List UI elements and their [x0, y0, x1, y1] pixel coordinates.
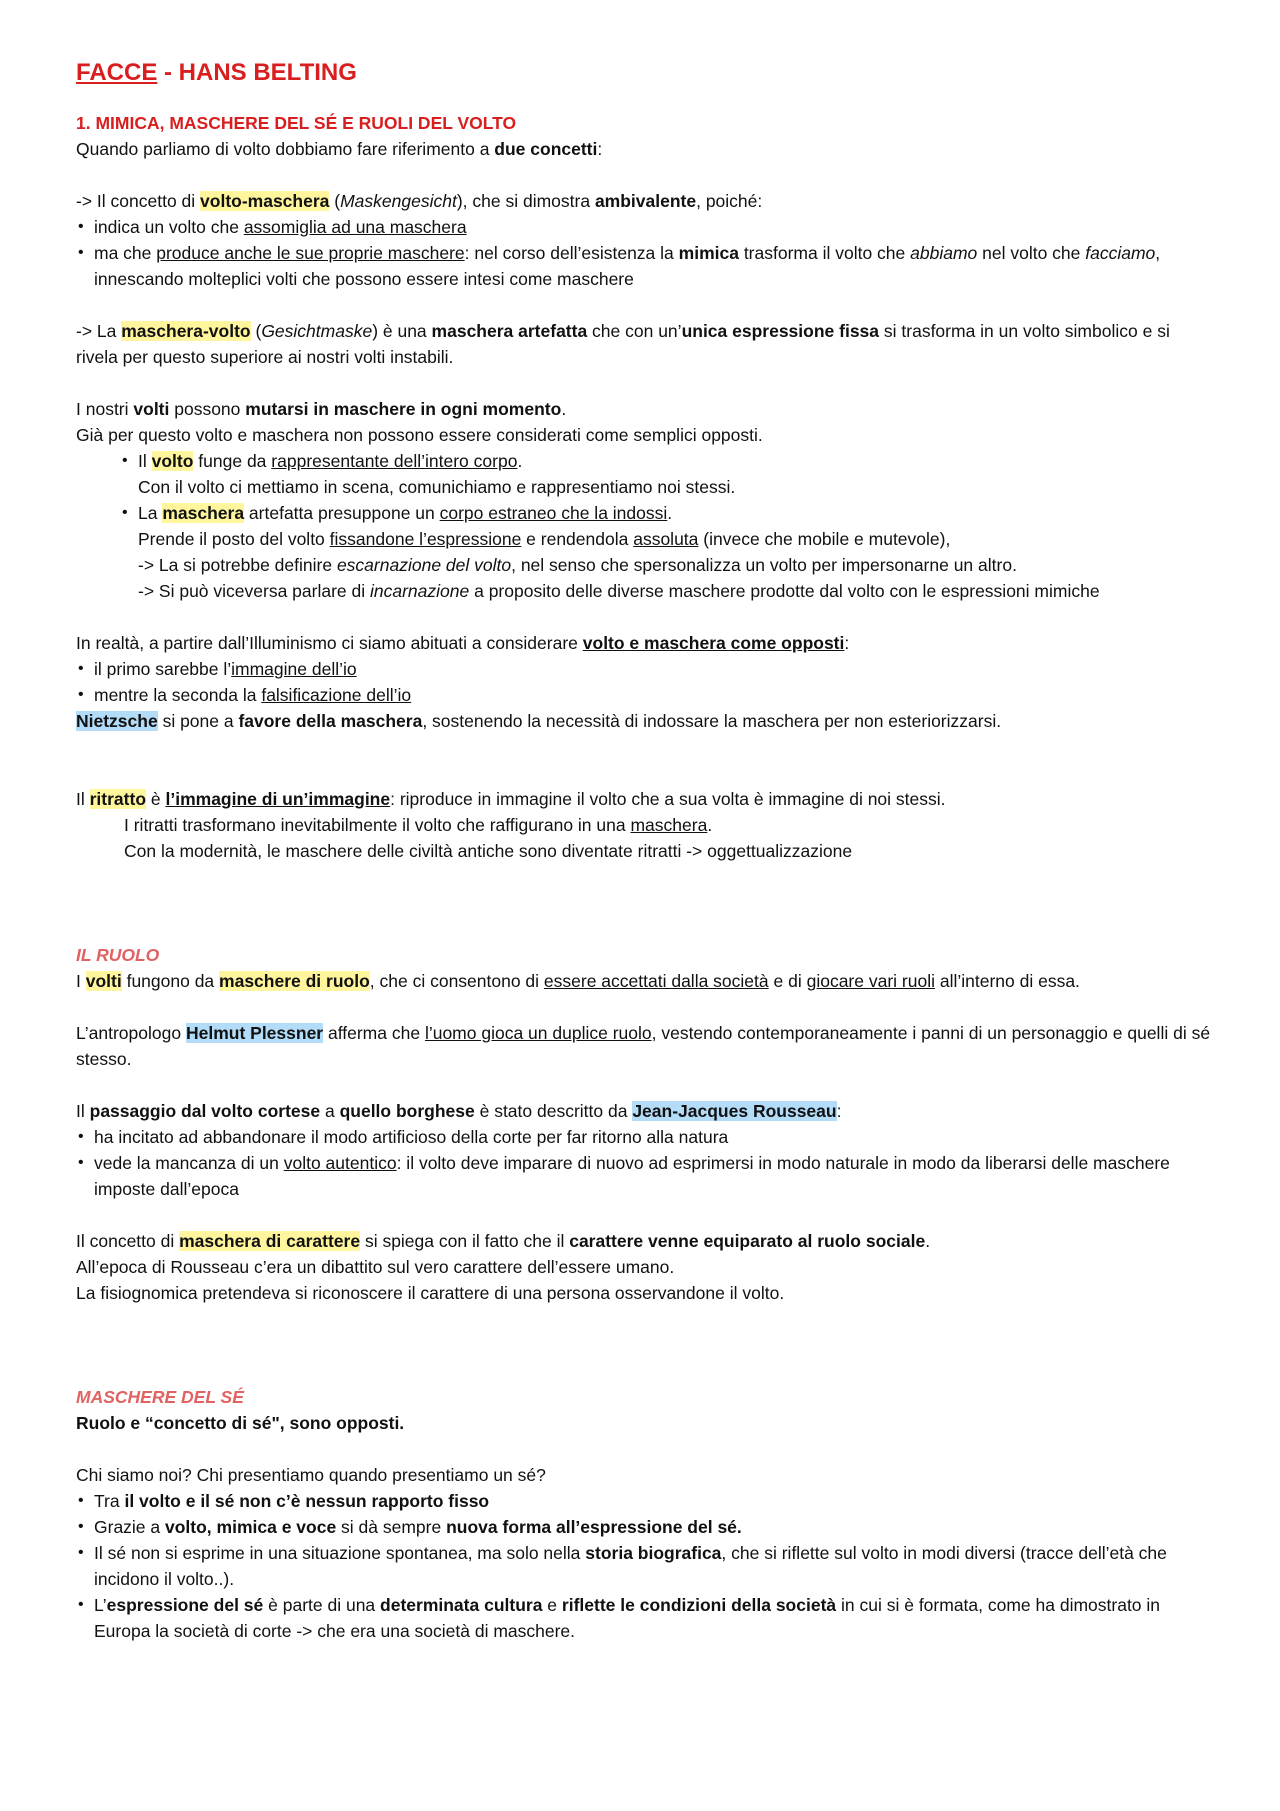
list-item: • mentre la seconda la falsificazione dell’io: [94, 682, 1216, 708]
intro-paragraph: Quando parliamo di volto dobbiamo fare riferimento a due concetti:: [76, 139, 603, 159]
nietzsche-paragraph: Nietzsche si pone a favore della maschera, sostenendo la necessità di indossare la maschera per non esteriorizzarsi.: [76, 711, 1002, 731]
list-item: • Il sé non si esprime in una situazione spontanea, ma solo nella storia biografica, che si riflette sul volto in modi diversi (tracce dell’età che incidono il volto..).: [94, 1540, 1216, 1592]
list-item: • Grazie a volto, mimica e voce si dà sempre nuova forma all’espressione del sé.: [94, 1514, 1216, 1540]
chi-siamo-paragraph: Chi siamo noi? Chi presentiamo quando presentiamo un sé?: [76, 1465, 546, 1485]
list-item: • Tra il volto e il sé non c’è nessun rapporto fisso: [94, 1488, 1216, 1514]
illuminismo-paragraph: In realtà, a partire dall’Illuminismo ci siamo abituati a considerare volto e maschera come opposti:: [76, 633, 850, 653]
list-item: • Il volto funge da rappresentante dell’intero corpo. Con il volto ci mettiamo in scena, comunichiamo e rappresentiamo noi stessi.: [138, 448, 1216, 500]
list-item: • L’espressione del sé è parte di una determinata cultura e riflette le condizioni della società in cui si è formata, come ha dimostrato in Europa la società di corte -> che era una società di maschere.: [94, 1592, 1216, 1644]
ruolo-concetto-paragraph: Ruolo e “concetto di sé", sono opposti.: [76, 1413, 405, 1433]
rousseau-paragraph: Il passaggio dal volto cortese a quello borghese è stato descritto da Jean-Jacques Rousseau:: [76, 1101, 842, 1121]
illuminismo-list: [76, 656, 1216, 708]
rousseau-list: [76, 1124, 1216, 1202]
dibattito-paragraph: All’epoca di Rousseau c’era un dibattito sul vero carattere dell’essere umano.: [76, 1257, 675, 1277]
volto-maschera-paragraph: -> Il concetto di volto-maschera (Maskengesicht), che si dimostra ambivalente, poiché:: [76, 191, 763, 211]
section-heading-mimica: 1. MIMICA, MASCHERE DEL SÉ E RUOLI DEL VOLTO: [76, 113, 517, 133]
section-heading-ruolo: IL RUOLO: [76, 945, 160, 965]
volti-paragraph: I nostri volti possono mutarsi in maschere in ogni momento.: [76, 399, 567, 419]
se-list: [76, 1488, 1216, 1644]
list-item: • il primo sarebbe l’immagine dell’io: [94, 656, 1216, 682]
section-heading-maschere-del-se: MASCHERE DEL SÉ: [76, 1387, 244, 1407]
opposti-paragraph: Già per questo volto e maschera non possono essere considerati come semplici opposti.: [76, 425, 763, 445]
ritratto-paragraph: Il ritratto è l’immagine di un’immagine: riproduce in immagine il volto che a sua volta è immagine di noi stessi.: [76, 789, 946, 809]
ritratto-line-3: Con la modernità, le maschere delle civiltà antiche sono diventate ritratti -> oggettualizzazione: [124, 841, 853, 861]
fisiognomica-paragraph: La fisiognomica pretendeva si riconoscere il carattere di una persona osservandone il volto.: [76, 1283, 785, 1303]
list-item: • ha incitato ad abbandonare il modo artificioso della corte per far ritorno alla natura: [94, 1124, 1216, 1150]
ritratto-line-2: I ritratti trasformano inevitabilmente il volto che raffigurano in una maschera.: [124, 815, 713, 835]
volto-maschera-list: [76, 214, 1216, 292]
ruolo-paragraph: I volti fungono da maschere di ruolo, che ci consentono di essere accettati dalla società e di giocare vari ruoli all’interno di essa.: [76, 971, 1080, 991]
document-content: [76, 58, 1216, 1644]
maschera-volto-paragraph: -> La maschera-volto (Gesichtmaske) è una maschera artefatta che con un’unica espressione fissa si trasforma in un volto simbolico e si rivela per questo superiore ai nostri volti instabili.: [76, 321, 1170, 367]
carattere-paragraph: Il concetto di maschera di carattere si spiega con il fatto che il carattere venne equiparato al ruolo sociale.: [76, 1231, 931, 1251]
plessner-paragraph: L’antropologo Helmut Plessner afferma che l’uomo gioca un duplice ruolo, vestendo contemporaneamente i panni di un personaggio e quelli di sé stesso.: [76, 1023, 1211, 1069]
list-item: • La maschera artefatta presuppone un corpo estraneo che la indossi. Prende il posto del volto fissandone l’espressione e rendendola assoluta (invece che mobile e mutevole), -> La si potrebbe definire escarnazione del volto, nel senso che spersonalizza un volto per impersonarne un altro. -> Si può viceversa parlare di incarnazione a proposito delle diverse maschere prodotte dal volto con le espressioni mimiche: [138, 500, 1216, 604]
list-item: • vede la mancanza di un volto autentico: il volto deve imparare di nuovo ad esprimersi in modo naturale in modo da liberarsi delle maschere imposte dall’epoca: [94, 1150, 1216, 1202]
document-title: FACCE - HANS BELTING: [76, 59, 357, 86]
list-item: • ma che produce anche le sue proprie maschere: nel corso dell’esistenza la mimica trasforma il volto che abbiamo nel volto che facciamo, innescando molteplici volti che possono essere intesi come maschere: [94, 240, 1216, 292]
volto-maschera-sublist: [120, 448, 1216, 604]
list-item: • indica un volto che assomiglia ad una maschera: [94, 214, 1216, 240]
